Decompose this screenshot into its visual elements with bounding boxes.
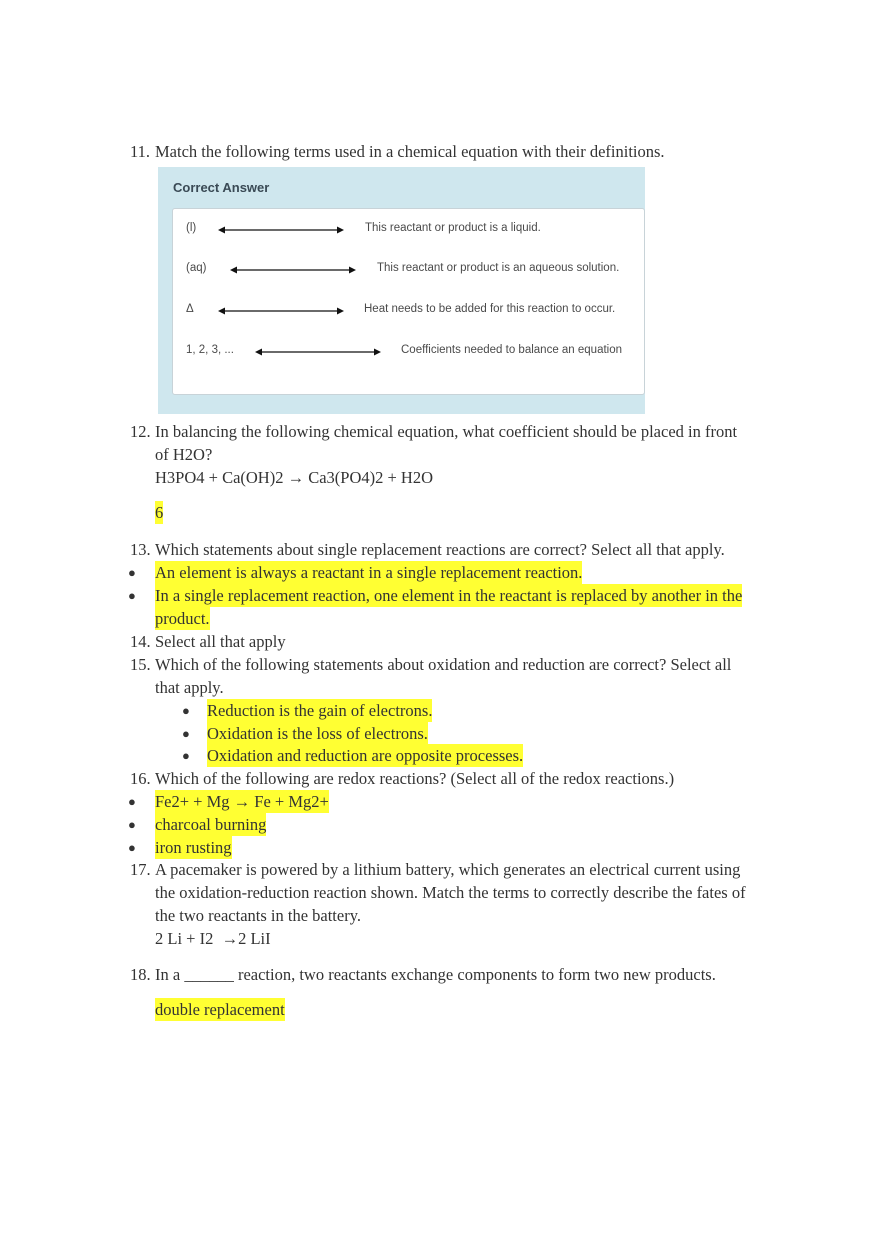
question-number: 12.: [130, 422, 151, 441]
match-definition: Heat needs to be added for this reaction to occur.: [364, 303, 616, 315]
match-list: [172, 208, 645, 395]
question-text: A pacemaker is powered by a lithium battery, which generates an electrical current using: [155, 860, 741, 879]
answer-highlight: In a single replacement reaction, one element in the reactant is replaced by another in the: [155, 586, 743, 605]
question-text: Select all that apply: [155, 632, 286, 651]
question-text: of H2O?: [155, 445, 213, 464]
answer-highlight: double replacement: [155, 1000, 285, 1019]
bullet-icon: ●: [128, 588, 136, 603]
bullet-icon: ●: [182, 703, 190, 718]
match-term: 1, 2, 3, ...: [186, 344, 234, 356]
card-title: Correct Answer: [173, 180, 270, 195]
question-text: the oxidation-reduction reaction shown. Match the terms to correctly describe the fates of: [155, 883, 746, 902]
correct-answer-card: [158, 167, 645, 414]
question-number: 18.: [130, 965, 151, 984]
double-arrow-icon: [218, 224, 344, 236]
question-number: 14.: [130, 632, 151, 651]
answer-highlight: Oxidation is the loss of electrons.: [207, 724, 428, 743]
question-text: In balancing the following chemical equation, what coefficient should be placed in front: [155, 422, 738, 441]
match-row: [173, 260, 646, 280]
question-number: 11.: [130, 142, 151, 161]
match-definition: This reactant or product is a liquid.: [365, 222, 541, 234]
question-number: 15.: [130, 655, 151, 674]
equation: 2 Li + I2 →2 LiI: [155, 929, 271, 948]
match-term: (l): [186, 222, 197, 234]
match-row: [173, 301, 646, 321]
bullet-icon: ●: [128, 840, 136, 855]
answer-highlight: product.: [155, 609, 210, 628]
question-text: Which of the following are redox reactions? (Select all of the redox reactions.): [155, 769, 675, 788]
question-text: the two reactants in the battery.: [155, 906, 362, 925]
bullet-icon: ●: [182, 748, 190, 763]
answer-highlight: 6: [155, 503, 164, 522]
answer-highlight: Reduction is the gain of electrons.: [207, 701, 433, 720]
question-text: In a ______ reaction, two reactants exchange components to form two new products.: [155, 965, 716, 984]
answer-highlight: charcoal burning: [155, 815, 267, 834]
question-text: Which statements about single replacement reactions are correct? Select all that apply.: [155, 540, 725, 559]
match-row: [173, 220, 646, 240]
double-arrow-icon: [218, 305, 344, 317]
question-text: Which of the following statements about oxidation and reduction are correct? Select all: [155, 655, 732, 674]
bullet-icon: ●: [128, 565, 136, 580]
answer-highlight: Fe2+ + Mg → Fe + Mg2+: [155, 792, 329, 811]
answer-highlight: Oxidation and reduction are opposite processes.: [207, 746, 524, 765]
question-number: 17.: [130, 860, 151, 879]
match-definition: Coefficients needed to balance an equation: [401, 344, 623, 356]
double-arrow-icon: [230, 264, 356, 276]
match-row: [173, 342, 646, 362]
question-number: 13.: [130, 540, 151, 559]
question-text: that apply.: [155, 678, 224, 697]
bullet-icon: ●: [128, 794, 136, 809]
question-text: Match the following terms used in a chemical equation with their definitions.: [155, 142, 665, 161]
equation: H3PO4 + Ca(OH)2 → Ca3(PO4)2 + H2O: [155, 468, 434, 487]
bullet-icon: ●: [128, 817, 136, 832]
question-number: 16.: [130, 769, 151, 788]
answer-highlight: An element is always a reactant in a single replacement reaction.: [155, 563, 583, 582]
answer-highlight: iron rusting: [155, 838, 232, 857]
match-definition: This reactant or product is an aqueous solution.: [377, 262, 620, 274]
double-arrow-icon: [255, 346, 381, 358]
match-term: (aq): [186, 262, 207, 274]
match-term: Δ: [186, 303, 194, 315]
bullet-icon: ●: [182, 726, 190, 741]
